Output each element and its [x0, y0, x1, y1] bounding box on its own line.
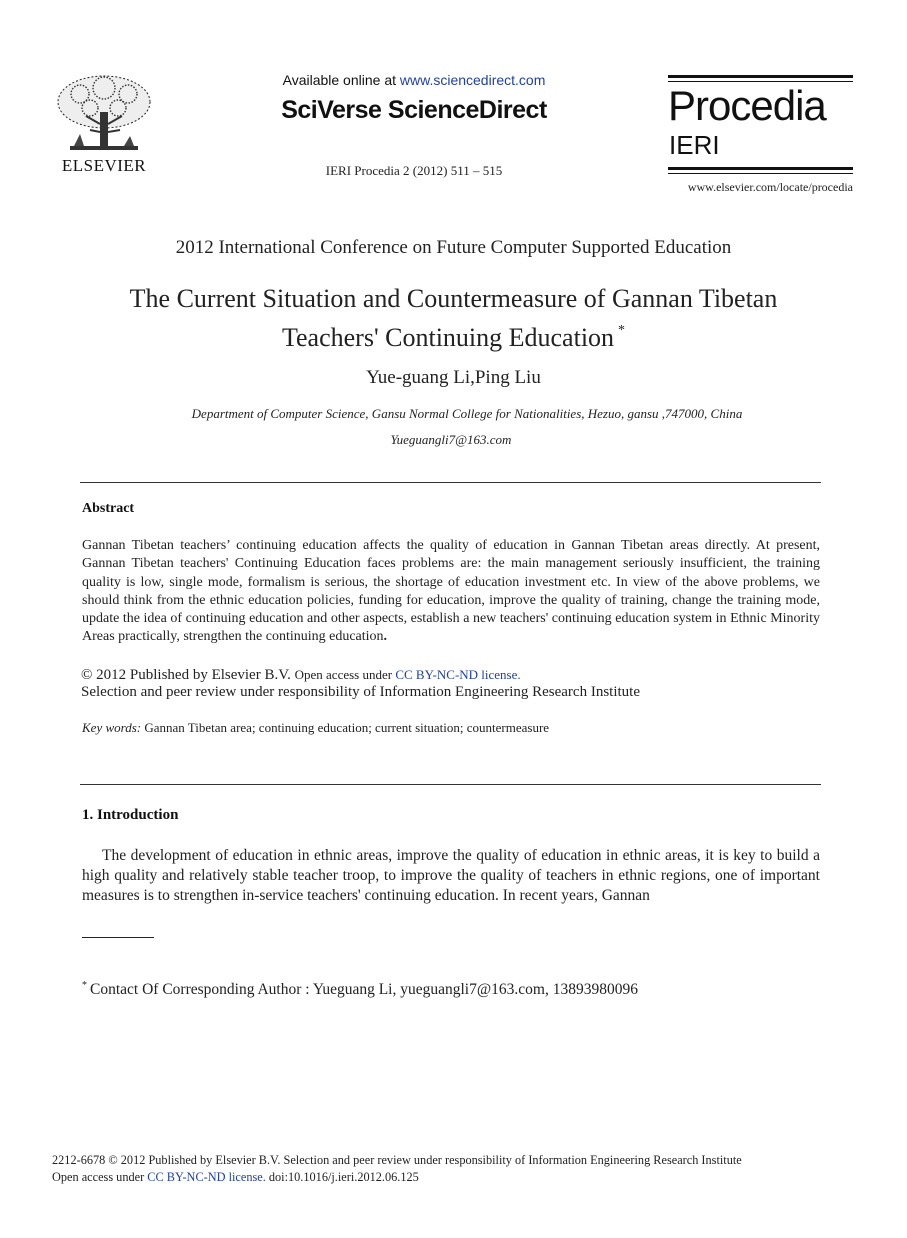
footnote-mark: *	[82, 980, 87, 991]
doi-line	[52, 1170, 872, 1185]
ieri-wordmark: IERI	[669, 130, 720, 160]
elsevier-tree-icon	[50, 72, 158, 156]
introduction-body: The development of education in ethnic areas, improve the quality of education in ethnic areas, it is key to build a high quality and relatively stable teacher troop, to improve the quality of teachers in ethnic regions, one of important measures is to strengthen in-service teachers' continuing education. In recent years, Gannan	[82, 847, 820, 904]
procedia-logo	[668, 75, 853, 177]
copyright-block	[81, 666, 821, 701]
paper-title	[60, 283, 847, 354]
abstract-top-rule	[80, 482, 821, 483]
elsevier-logo	[50, 72, 158, 180]
procedia-bottom-rule	[668, 167, 853, 170]
journal-reference: IERI Procedia 2 (2012) 511 – 515	[325, 163, 503, 178]
license-link[interactable]: CC BY-NC-ND license.	[395, 667, 521, 682]
sciencedirect-link[interactable]: www.sciencedirect.com	[399, 72, 546, 88]
abstract-body-end: .	[383, 629, 388, 645]
open-access-text: Open access under	[294, 667, 396, 682]
available-prefix: Available online at	[282, 72, 400, 88]
procedia-url[interactable]: www.elsevier.com/locate/procedia	[687, 180, 853, 194]
keywords-label: Key words:	[82, 720, 142, 735]
author-list: Yue-guang Li,Ping Liu	[366, 367, 541, 388]
author-affiliation: Department of Computer Science, Gansu Normal College for Nationalities, Hezuo, gansu ,747000, China	[191, 406, 743, 421]
issn-copyright-line: 2212-6678 © 2012 Published by Elsevier B.V. Selection and peer review under responsibility of Information Engineering Research Institute	[52, 1153, 742, 1167]
title-line-1: The Current Situation and Countermeasure of Gannan Tibetan	[129, 284, 778, 313]
corresponding-author-footnote	[82, 980, 822, 999]
abstract-bottom-rule	[80, 784, 821, 785]
footnote-text: Contact Of Corresponding Author : Yueguang Li, yueguangli7@163.com, 13893980096	[90, 981, 638, 998]
abstract-body	[82, 537, 820, 647]
conference-name: 2012 International Conference on Future Computer Supported Education	[175, 237, 732, 258]
copyright-text: © 2012 Published by Elsevier B.V.	[81, 667, 295, 683]
copyright-line	[81, 666, 821, 684]
title-footnote-mark[interactable]: *	[618, 323, 626, 338]
bottom-license-link[interactable]: CC BY-NC-ND license.	[147, 1170, 266, 1184]
peer-review-line: Selection and peer review under responsibility of Information Engineering Research Institute	[81, 684, 640, 700]
procedia-wordmark: Procedia	[668, 82, 826, 129]
keywords-list: Gannan Tibetan area; continuing education; current situation; countermeasure	[141, 720, 550, 735]
doi-text[interactable]: doi:10.1016/j.ieri.2012.06.125	[265, 1170, 419, 1184]
open-access-prefix: Open access under	[52, 1170, 148, 1184]
keywords-line	[82, 720, 820, 736]
abstract-body-text: Gannan Tibetan teachers’ continuing education affects the quality of education in Gannan Tibetan areas directly. At present, Gannan Tibetan teachers' Continuing Education faces problems are: the main management seriously insufficient, the training quality is low, single mode, formalism is serious, the shortage of education investment etc. In view of the above problems, we should think from the ethnic education policies, funding for education, improve the quality of training, change the training mode, update the idea of continuing education and other aspects, establish a new teachers' continuing education system in Ethnic Minority Areas practically, strengthen the continuing education	[82, 538, 820, 645]
author-email[interactable]: Yueguangli7@163.com	[390, 432, 512, 447]
procedia-bottom-rule-thin	[668, 173, 853, 174]
abstract-heading: Abstract	[82, 501, 135, 516]
title-line-2	[60, 315, 847, 354]
footnote-rule	[82, 937, 154, 938]
title-line-2-text: Teachers' Continuing Education	[281, 323, 615, 352]
sciverse-sciencedirect-logo: SciVerse ScienceDirect	[281, 96, 547, 124]
procedia-top-rule	[668, 75, 853, 78]
introduction-heading: 1. Introduction	[82, 807, 179, 823]
elsevier-wordmark: ELSEVIER	[61, 156, 147, 175]
available-online-line	[220, 72, 608, 88]
